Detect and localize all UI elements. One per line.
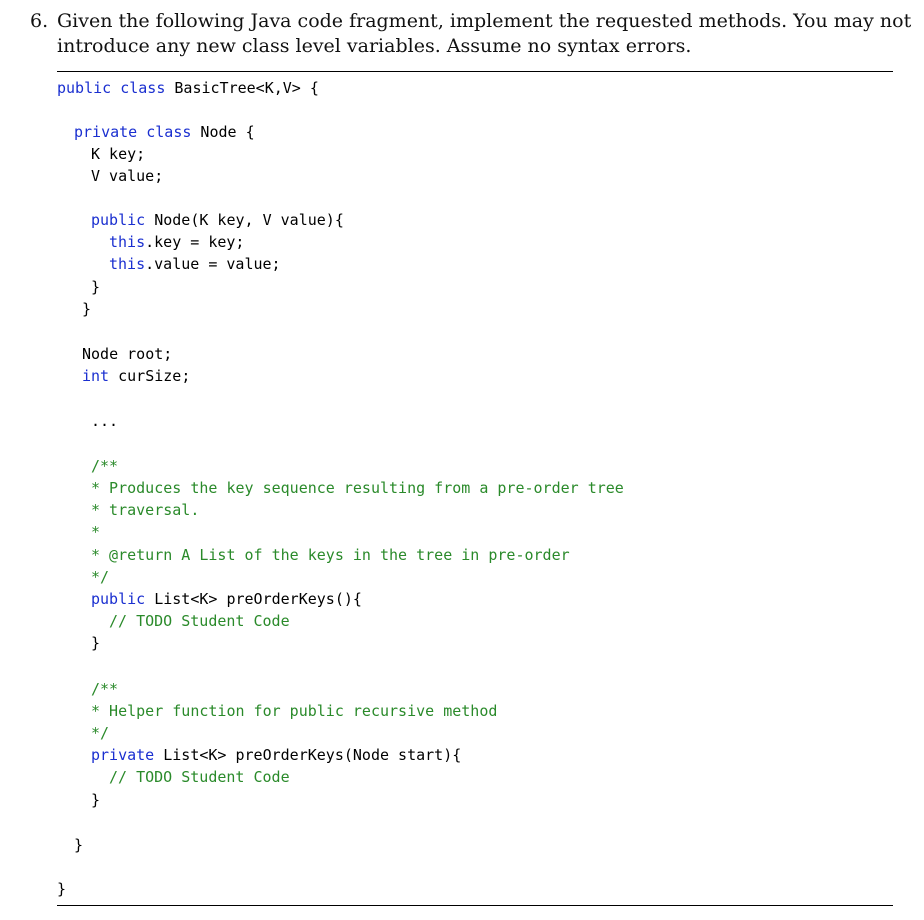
code-root-field: Node root;	[82, 345, 173, 363]
code-method-2-close-brace: }	[91, 791, 101, 809]
code-doc-comment-1-line-4: * @return A List of the keys in the tree in pre-order	[91, 546, 570, 564]
code-method-1-todo-comment: // TODO Student Code	[109, 612, 290, 630]
code-doc-comment-1-open: /**	[91, 457, 119, 475]
question-number: 6.	[30, 10, 49, 32]
code-doc-comment-1-close: */	[91, 568, 110, 586]
question-line-2	[30, 34, 905, 59]
code-class-declaration: public class BasicTree<K,V> {	[57, 79, 319, 97]
code-doc-comment-2-open: /**	[91, 680, 119, 698]
code-doc-comment-2-line-1: * Helper function for public recursive method	[91, 702, 498, 720]
code-constructor-declaration: public Node(K key, V value){	[91, 211, 344, 229]
code-field-value: V value;	[91, 167, 164, 185]
code-method-1-declaration: public List<K> preOrderKeys(){	[91, 590, 362, 608]
code-field-key: K key;	[91, 145, 146, 163]
code-method-1-close-brace: }	[91, 634, 101, 652]
code-method-2-declaration: private List<K> preOrderKeys(Node start){	[91, 746, 462, 764]
code-class-close-brace: }	[57, 880, 67, 898]
code-inner-close-brace: }	[74, 836, 84, 854]
question-line-1	[30, 9, 912, 34]
code-size-field: int curSize;	[82, 367, 191, 385]
code-method-2-todo-comment: // TODO Student Code	[109, 768, 290, 786]
top-rule	[57, 71, 893, 72]
code-doc-comment-1-line-2: * traversal.	[91, 501, 200, 519]
bottom-rule	[57, 905, 893, 906]
code-constructor-line-1: this.key = key;	[109, 233, 245, 251]
code-doc-comment-2-close: */	[91, 724, 110, 742]
code-doc-comment-1-line-3: *	[91, 523, 101, 541]
question-text	[30, 9, 912, 59]
code-node-close-brace: }	[82, 300, 92, 318]
question-line-1-text: Given the following Java code fragment, implement the requested methods. You may not	[57, 10, 912, 32]
code-ellipsis: ...	[91, 412, 119, 430]
code-constructor-close-brace: }	[91, 278, 101, 296]
code-doc-comment-1-line-1: * Produces the key sequence resulting from a pre-order tree	[91, 479, 624, 497]
code-node-class-declaration: private class Node {	[74, 123, 255, 141]
code-constructor-line-2: this.value = value;	[109, 255, 281, 273]
question-line-2-text: introduce any new class level variables. Assume no syntax errors.	[57, 35, 692, 57]
